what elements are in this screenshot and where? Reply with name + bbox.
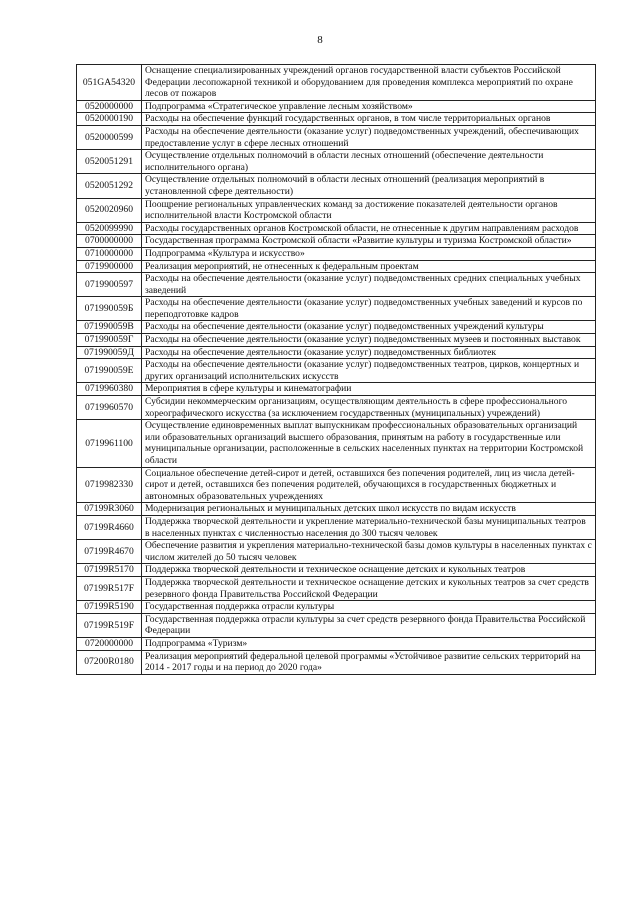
- row-code: 07199R517F: [77, 576, 142, 600]
- row-description: Расходы на обеспечение деятельности (оказание услуг) подведомственных музеев и постоянных выставок: [142, 334, 596, 347]
- row-description: Расходы на обеспечение деятельности (оказание услуг) подведомственных средних специальных учебных заведений: [142, 273, 596, 297]
- table-row: [77, 247, 596, 260]
- row-description: Подпрограмма «Культура и искусство»: [142, 247, 596, 260]
- row-code: 0520051292: [77, 174, 142, 198]
- row-description: Реализация мероприятий федеральной целевой программы «Устойчивое развитие сельских территорий на 2014 - 2017 годы и на период до 2020 года»: [142, 650, 596, 674]
- table-row: [77, 396, 596, 420]
- row-code: 07199R4660: [77, 515, 142, 539]
- row-code: 071990059Д: [77, 346, 142, 359]
- row-description: Государственная программа Костромской области «Развитие культуры и туризма Костромской области»: [142, 235, 596, 248]
- row-description: Подпрограмма «Стратегическое управление лесным хозяйством»: [142, 100, 596, 113]
- table-row: [77, 359, 596, 383]
- table-row: [77, 564, 596, 577]
- row-description: Осуществление единовременных выплат выпускникам профессиональных образовательных организаций или образовательных организаций высшего образования, принятым на работу в государственные или муниципальные организации, расположенные в сельских населенных пунктах на территории Костромской области: [142, 420, 596, 467]
- row-code: 051GA54320: [77, 65, 142, 101]
- row-description: Осуществление отдельных полномочий в области лесных отношений (обеспечение деятельности исполнительного органа): [142, 150, 596, 174]
- table-row: [77, 613, 596, 637]
- row-description: Государственная поддержка отрасли культуры: [142, 601, 596, 614]
- table-row: [77, 576, 596, 600]
- row-description: Расходы на обеспечение функций государственных органов, в том числе территориальных органов: [142, 113, 596, 126]
- row-description: Осуществление отдельных полномочий в области лесных отношений (реализация мероприятий в установленной сфере деятельности): [142, 174, 596, 198]
- table-row: [77, 260, 596, 273]
- row-description: Расходы на обеспечение деятельности (оказание услуг) подведомственных учреждений культуры: [142, 321, 596, 334]
- row-code: 0520020960: [77, 198, 142, 222]
- row-description: Расходы на обеспечение деятельности (оказание услуг) подведомственных учреждений, обеспечивающих предоставление услуг в сфере лесных отношений: [142, 125, 596, 149]
- table-row: [77, 150, 596, 174]
- row-code: 071990059В: [77, 321, 142, 334]
- table-row: [77, 540, 596, 564]
- row-code: 07199R5170: [77, 564, 142, 577]
- row-code: 0719982330: [77, 467, 142, 503]
- table-row: [77, 113, 596, 126]
- budget-code-table: [76, 64, 596, 675]
- row-description: Мероприятия в сфере культуры и кинематографии: [142, 383, 596, 396]
- table-row: [77, 346, 596, 359]
- table-row: [77, 503, 596, 516]
- row-description: Поддержка творческой деятельности и укрепление материально-технической базы муниципальных театров в населенных пунктах с численностью населения до 300 тысяч человек: [142, 515, 596, 539]
- row-description: Государственная поддержка отрасли культуры за счет средств резервного фонда Правительства Российской Федерации: [142, 613, 596, 637]
- row-code: 07199R3060: [77, 503, 142, 516]
- row-description: Модернизация региональных и муниципальных детских школ искусств по видам искусств: [142, 503, 596, 516]
- row-code: 0520000599: [77, 125, 142, 149]
- table-row: [77, 515, 596, 539]
- row-description: Расходы на обеспечение деятельности (оказание услуг) подведомственных учебных заведений и курсов по переподготовке кадров: [142, 297, 596, 321]
- row-code: 07199R4670: [77, 540, 142, 564]
- table-row: [77, 235, 596, 248]
- row-code: 071990059Е: [77, 359, 142, 383]
- row-description: Реализация мероприятий, не отнесенных к федеральным проектам: [142, 260, 596, 273]
- row-description: Субсидии некоммерческим организациям, осуществляющим деятельность в сфере профессионального хореографического искусства (за исключением государственных (муниципальных) учреждений): [142, 396, 596, 420]
- table-row: [77, 650, 596, 674]
- table-row: [77, 65, 596, 101]
- row-code: 0520099990: [77, 222, 142, 235]
- table-row: [77, 321, 596, 334]
- table-row: [77, 273, 596, 297]
- table-row: [77, 420, 596, 467]
- table-row: [77, 174, 596, 198]
- table-row: [77, 297, 596, 321]
- table-row: [77, 125, 596, 149]
- row-code: 0720000000: [77, 637, 142, 650]
- row-description: Оснащение специализированных учреждений органов государственной власти субъектов Российской Федерации лесопожарной техникой и оборудованием для проведения комплекса мероприятий по охране лесов от пожаров: [142, 65, 596, 101]
- row-description: Расходы на обеспечение деятельности (оказание услуг) подведомственных библиотек: [142, 346, 596, 359]
- table-row: [77, 637, 596, 650]
- row-code: 0719960380: [77, 383, 142, 396]
- row-code: 0520000000: [77, 100, 142, 113]
- table-row: [77, 334, 596, 347]
- table-row: [77, 383, 596, 396]
- row-description: Поддержка творческой деятельности и техническое оснащение детских и кукольных театров: [142, 564, 596, 577]
- table-row: [77, 100, 596, 113]
- row-description: Поддержка творческой деятельности и техническое оснащение детских и кукольных театров за счет средств резервного фонда Правительства Российской Федерации: [142, 576, 596, 600]
- row-code: 0710000000: [77, 247, 142, 260]
- row-code: 0719961100: [77, 420, 142, 467]
- row-description: Подпрограмма «Туризм»: [142, 637, 596, 650]
- row-description: Социальное обеспечение детей-сирот и детей, оставшихся без попечения родителей, лиц из числа детей-сирот и детей, оставшихся без попечения родителей, обучающихся в государственных бюджетных и автономных образовательных учреждениях: [142, 467, 596, 503]
- row-description: Расходы государственных органов Костромской области, не отнесенные к другим направлениям расходов: [142, 222, 596, 235]
- row-code: 0719900597: [77, 273, 142, 297]
- row-code: 07199R5190: [77, 601, 142, 614]
- table-row: [77, 467, 596, 503]
- row-code: 0520051291: [77, 150, 142, 174]
- row-code: 0719900000: [77, 260, 142, 273]
- row-code: 0520000190: [77, 113, 142, 126]
- row-code: 0700000000: [77, 235, 142, 248]
- table-row: [77, 198, 596, 222]
- row-description: Расходы на обеспечение деятельности (оказание услуг) подведомственных театров, цирков, концертных и других организаций исполнительских искусств: [142, 359, 596, 383]
- row-code: 07200R0180: [77, 650, 142, 674]
- table-body: [77, 65, 596, 675]
- row-code: 07199R519F: [77, 613, 142, 637]
- page-number: 8: [317, 34, 323, 46]
- row-description: Поощрение региональных управленческих команд за достижение показателей деятельности органов исполнительной власти Костромской области: [142, 198, 596, 222]
- row-code: 071990059Г: [77, 334, 142, 347]
- row-code: 0719960570: [77, 396, 142, 420]
- row-description: Обеспечение развития и укрепления материально-технической базы домов культуры в населенных пунктах с числом жителей до 50 тысяч человек: [142, 540, 596, 564]
- table-row: [77, 601, 596, 614]
- row-code: 071990059Б: [77, 297, 142, 321]
- table-row: [77, 222, 596, 235]
